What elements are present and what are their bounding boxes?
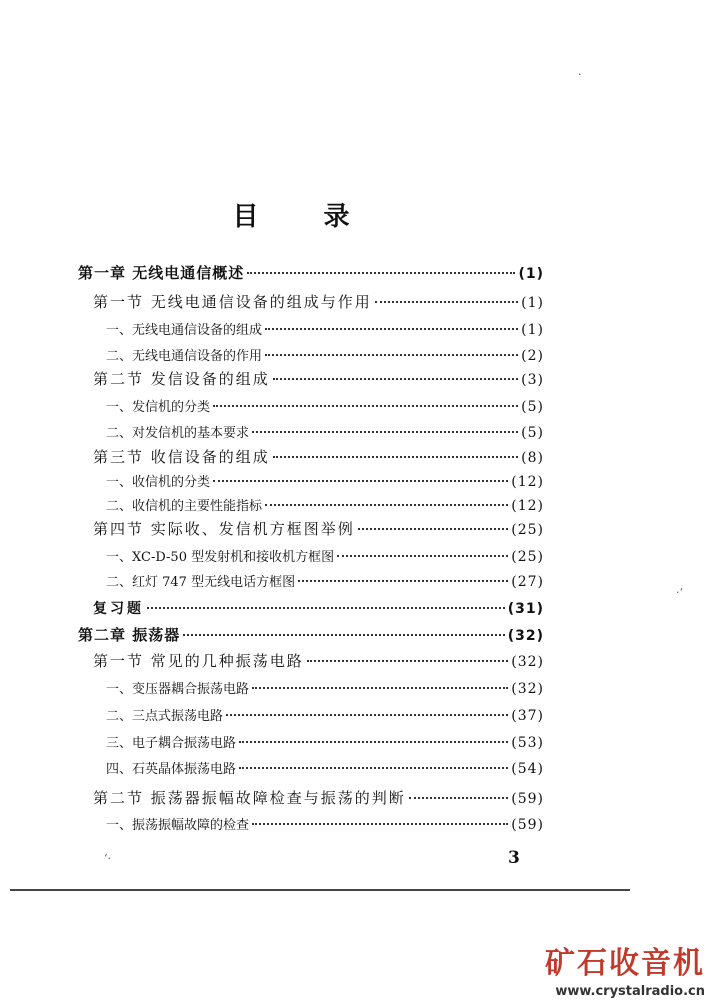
toc-entry-item [106, 570, 544, 594]
toc-entry-title: 二、收信机的主要性能指标 [106, 499, 263, 514]
toc-dot-leader [375, 287, 518, 303]
toc-dot-leader [252, 673, 508, 689]
toc-page-number: (1) [521, 322, 544, 338]
toc-entry-title: 四、石英晶体振荡电路 [106, 762, 237, 777]
toc-entry-title: 一、振荡振幅故障的检查 [106, 818, 250, 833]
toc-entry-title: 一、收信机的分类 [106, 475, 211, 490]
watermark [530, 938, 705, 999]
toc-entry-title: 一、XC-D-50 型发射机和接收机方框图 [106, 550, 335, 565]
toc-entry-section [93, 787, 544, 811]
toc-page-number: (1) [521, 295, 544, 311]
toc-dot-leader [183, 620, 504, 636]
toc-page-number: (32) [511, 654, 544, 670]
watermark-logo: 矿石收音机 [545, 946, 705, 981]
toc-dot-leader [337, 541, 508, 557]
toc-entry-title: 二、红灯 747 型无线电话方框图 [106, 575, 296, 590]
toc-page-number: (32) [507, 628, 544, 644]
toc-entry-title: 二、三点式振荡电路 [106, 709, 224, 724]
toc-entry-title: 一、发信机的分类 [106, 400, 211, 415]
toc-page-number: (1) [518, 266, 544, 282]
toc-dot-leader [273, 442, 518, 458]
toc-entry-section [93, 518, 544, 542]
scan-speck: ·ʻ [676, 586, 683, 599]
watermark-url: www.crystalradio.cn [555, 984, 705, 999]
toc-dot-leader [265, 314, 518, 330]
toc-page-number: (37) [511, 708, 544, 724]
toc-entry-item [106, 395, 544, 419]
toc-dot-leader [239, 727, 508, 743]
toc-page-number: (3) [521, 372, 544, 388]
bottom-rule [10, 889, 630, 891]
page-title: 目 录 [232, 202, 378, 232]
toc-page-number: (25) [511, 549, 544, 565]
toc-entry-section [93, 650, 544, 674]
toc-dot-leader [265, 490, 508, 506]
toc-entry-title: 第三节 收信设备的组成 [93, 448, 270, 466]
toc-entry-item [106, 731, 544, 755]
toc-page-number: (12) [511, 474, 544, 490]
toc-dot-leader [298, 566, 508, 582]
toc-dot-leader [213, 391, 518, 407]
toc-entry-title: 二、对发信机的基本要求 [106, 426, 250, 441]
toc-dot-leader [252, 417, 518, 433]
toc-dot-leader [252, 809, 508, 825]
toc-entry-chapter [78, 624, 544, 648]
toc-entry-title: 三、电子耦合振荡电路 [106, 736, 237, 751]
toc-page-number: (59) [511, 791, 544, 807]
toc-page-number: (54) [511, 761, 544, 777]
toc-page-number: (31) [507, 601, 544, 617]
toc-page-number: (27) [511, 574, 544, 590]
toc-entry-title: 第一节 常见的几种振荡电路 [93, 652, 304, 670]
toc-page-number: (2) [521, 348, 544, 364]
toc-entry-title: 一、无线电通信设备的组成 [106, 323, 263, 338]
toc-page-number: (59) [511, 817, 544, 833]
toc-dot-leader [247, 258, 515, 274]
toc-entry-item [106, 677, 544, 701]
toc-page-number: (25) [511, 522, 544, 538]
toc-dot-leader [265, 340, 518, 356]
toc-entry-item [106, 318, 544, 342]
toc-entry-title: 第二节 发信设备的组成 [93, 370, 270, 388]
toc-dot-leader [226, 700, 508, 716]
toc-entry-review [93, 597, 544, 621]
toc-page-number: (5) [521, 425, 544, 441]
toc-dot-leader [273, 364, 518, 380]
toc-dot-leader [147, 593, 505, 609]
toc-entry-title: 复习题 [93, 601, 144, 617]
toc-entry-section [93, 368, 544, 392]
toc-page-number: (53) [511, 735, 544, 751]
toc-entry-title: 第四节 实际收、发信机方框图举例 [93, 520, 355, 538]
toc-entry-title: 第一节 无线电通信设备的组成与作用 [93, 293, 372, 311]
toc-page-number: (12) [511, 498, 544, 514]
toc-page-number: (5) [521, 399, 544, 415]
toc-dot-leader [239, 753, 508, 769]
toc-dot-leader [213, 466, 508, 482]
toc-entry-item [106, 704, 544, 728]
toc-entry-title: 第一章 无线电通信概述 [78, 264, 245, 282]
toc-entry-title: 第二章 振荡器 [78, 626, 181, 644]
scan-speck: · [578, 68, 582, 81]
toc-entry-chapter [78, 262, 544, 286]
toc-entry-title: 第二节 振荡器振幅故障检查与振荡的判断 [93, 789, 406, 807]
toc-page-number: (32) [511, 681, 544, 697]
toc-entry-section [93, 291, 544, 315]
toc-entry-title: 一、变压器耦合振荡电路 [106, 682, 250, 697]
toc-entry-item [106, 757, 544, 781]
toc-dot-leader [409, 783, 508, 799]
toc-dot-leader [358, 514, 508, 530]
toc-page-number: (8) [521, 450, 544, 466]
page-number: 3 [508, 848, 520, 868]
toc-entry-item [106, 813, 544, 837]
toc-dot-leader [307, 646, 508, 662]
toc-entry-title: 二、无线电通信设备的作用 [106, 349, 263, 364]
scan-speck: ʻ· [104, 852, 111, 865]
